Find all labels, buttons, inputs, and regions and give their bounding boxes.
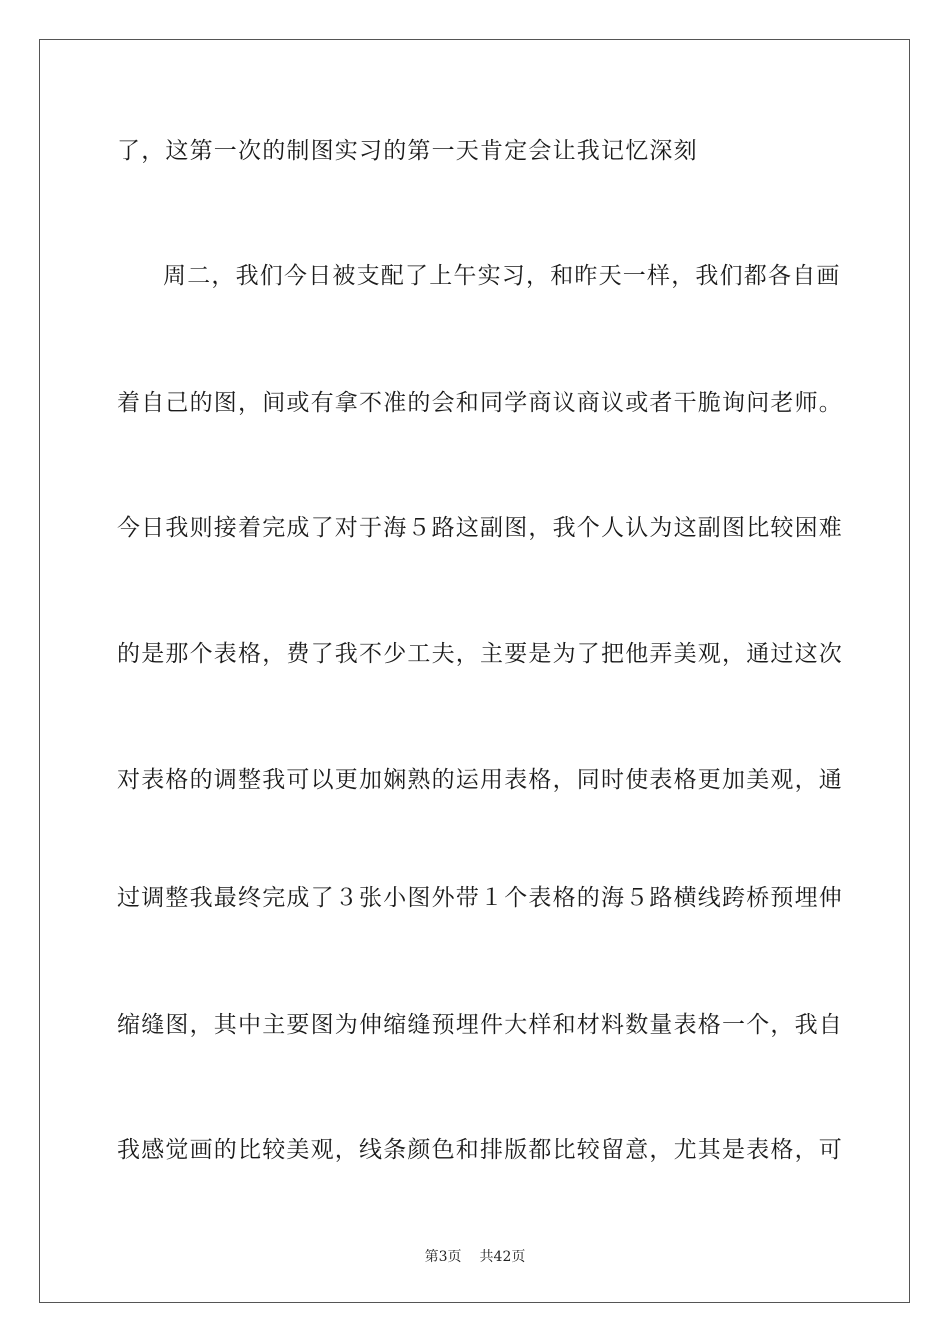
page-total: 共42页 bbox=[479, 1249, 526, 1265]
body-line-2: 周二，我们今日被支配了上午实习，和昨天一样，我们都各自画 bbox=[163, 263, 841, 289]
page-footer bbox=[0, 1248, 950, 1266]
body-line-7: 过调整我最终完成了３张小图外带１个表格的海５路横线跨桥预埋伸 bbox=[117, 885, 843, 911]
page-border bbox=[39, 39, 910, 1303]
body-line-3: 着自己的图，间或有拿不准的会和同学商议商议或者干脆询问老师。 bbox=[117, 390, 843, 416]
body-line-6: 对表格的调整我可以更加娴熟的运用表格，同时使表格更加美观，通 bbox=[117, 767, 843, 793]
body-line-1: 了，这第一次的制图实习的第一天肯定会让我记忆深刻 bbox=[117, 138, 698, 164]
body-line-8: 缩缝图，其中主要图为伸缩缝预埋件大样和材料数量表格一个，我自 bbox=[117, 1012, 843, 1038]
body-line-4: 今日我则接着完成了对于海５路这副图，我个人认为这副图比较困难 bbox=[117, 515, 843, 541]
page-number: 第3页 bbox=[424, 1249, 462, 1265]
body-line-5: 的是那个表格，费了我不少工夫，主要是为了把他弄美观，通过这次 bbox=[117, 641, 843, 667]
body-line-9: 我感觉画的比较美观，线条颜色和排版都比较留意，尤其是表格，可 bbox=[117, 1137, 843, 1163]
